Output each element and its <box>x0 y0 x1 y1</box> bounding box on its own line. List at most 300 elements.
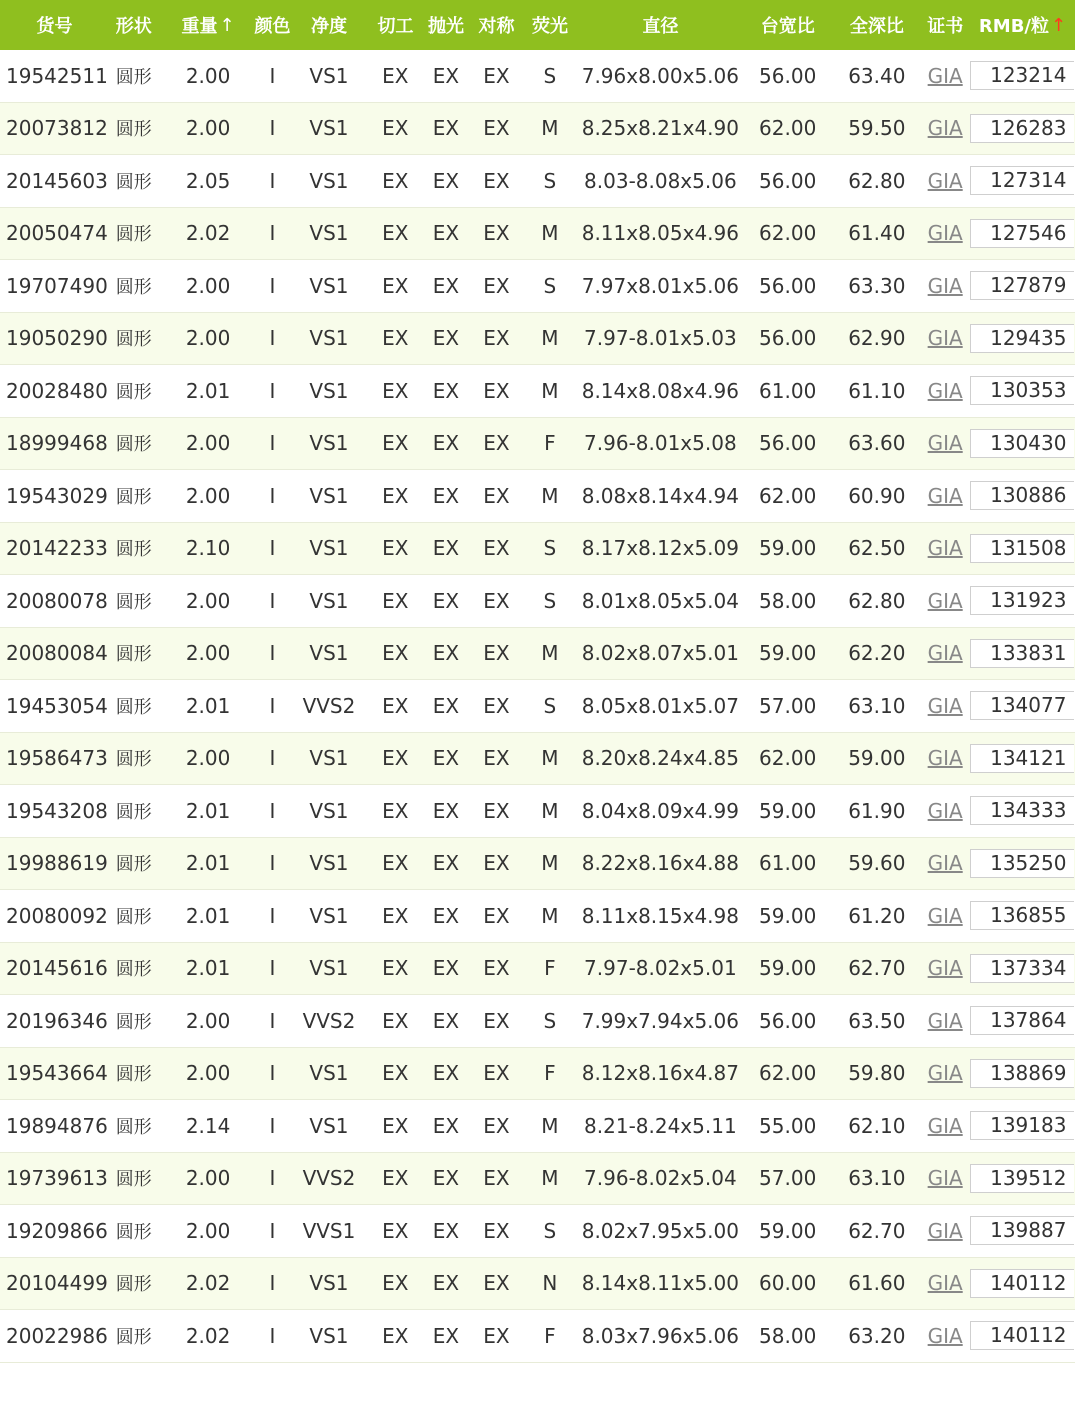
cell-symmetry-value: EX <box>483 273 510 298</box>
price-field[interactable]: 134333 <box>970 796 1074 825</box>
price-field[interactable]: 131923 <box>970 586 1074 615</box>
cell-shape-value: 圆形 <box>115 119 152 141</box>
cell-polish <box>420 103 472 155</box>
cell-fluorescence-value: M <box>541 1113 559 1138</box>
cell-dimensions-value: 8.21-8.24x5.11 <box>584 1113 737 1138</box>
cell-clarity-value: VS1 <box>309 588 349 613</box>
cell-symmetry-value: EX <box>483 588 510 613</box>
cell-color <box>258 628 288 680</box>
cell-dimensions <box>579 313 742 365</box>
cell-depth <box>833 155 920 207</box>
cell-color-value: I <box>269 536 276 561</box>
table-row <box>0 1153 1075 1206</box>
cell-table <box>742 680 833 732</box>
cell-symmetry-value: EX <box>483 798 510 823</box>
cell-shape <box>109 890 159 942</box>
cert-link[interactable]: GIA <box>927 746 963 771</box>
cell-polish <box>420 1258 472 1310</box>
cell-color <box>258 523 288 575</box>
cell-dimensions <box>579 1258 742 1310</box>
cell-dimensions <box>579 1153 742 1205</box>
cert-link[interactable]: GIA <box>927 431 963 456</box>
cell-id-value: 20080078 <box>6 588 108 613</box>
cell-weight <box>159 418 258 470</box>
cell-polish <box>420 313 472 365</box>
cell-table-value: 61.00 <box>759 378 817 403</box>
price-field[interactable]: 134077 <box>970 691 1074 720</box>
cell-dimensions-value: 8.14x8.08x4.96 <box>581 378 739 403</box>
table-row <box>0 470 1075 523</box>
table-row <box>0 1048 1075 1101</box>
cell-table-value: 56.00 <box>759 1008 817 1033</box>
cell-table-value: 58.00 <box>759 1323 817 1348</box>
cell-symmetry <box>472 733 522 785</box>
cell-weight <box>159 208 258 260</box>
cell-color <box>258 785 288 837</box>
cell-shape-value: 圆形 <box>115 66 152 88</box>
cell-id <box>0 1205 109 1257</box>
cell-depth-value: 63.50 <box>848 1008 906 1033</box>
cert-link[interactable]: GIA <box>927 221 963 246</box>
cell-cut <box>371 418 421 470</box>
cell-shape-value: 圆形 <box>115 171 152 193</box>
cell-id-value: 20080084 <box>6 641 108 666</box>
cert-link[interactable]: GIA <box>927 956 963 981</box>
cell-cut-value: EX <box>382 63 409 88</box>
cell-table-value: 56.00 <box>759 273 817 298</box>
cell-table <box>742 890 833 942</box>
cert-link[interactable]: GIA <box>927 326 963 351</box>
cell-symmetry <box>472 1100 522 1152</box>
cert-link[interactable]: GIA <box>927 1323 963 1348</box>
cell-symmetry-value: EX <box>483 378 510 403</box>
cell-fluorescence-value: M <box>541 221 559 246</box>
cell-polish-value: EX <box>432 956 460 981</box>
cell-cut-value: EX <box>382 641 409 666</box>
cell-clarity-value: VS1 <box>309 641 349 666</box>
cell-id-value: 19543208 <box>6 798 108 823</box>
cell-fluorescence-value: F <box>544 431 556 456</box>
cell-shape <box>109 575 159 627</box>
cell-color-value: I <box>269 483 276 508</box>
cell-cut <box>371 733 421 785</box>
table-row <box>0 1310 1075 1363</box>
price-field[interactable]: 135250 <box>970 849 1074 878</box>
table-row <box>0 943 1075 996</box>
cell-table-value: 62.00 <box>759 221 817 246</box>
cell-table <box>742 313 833 365</box>
cell-shape-value: 圆形 <box>115 591 152 613</box>
cert-link[interactable]: GIA <box>927 378 963 403</box>
cell-id-value: 19543664 <box>6 1061 108 1086</box>
cell-id <box>0 470 109 522</box>
cell-depth <box>833 943 920 995</box>
cell-fluorescence-value: M <box>541 483 559 508</box>
cell-fluorescence <box>521 470 578 522</box>
cell-depth <box>833 260 920 312</box>
cell-depth-value: 62.10 <box>848 1113 906 1138</box>
cell-clarity-value: VS1 <box>309 273 349 298</box>
cell-cut <box>371 943 421 995</box>
cell-depth <box>833 733 920 785</box>
cell-cut <box>371 313 421 365</box>
cell-symmetry <box>472 365 522 417</box>
cell-polish <box>420 260 472 312</box>
cell-polish-value: EX <box>432 483 460 508</box>
cert-link[interactable]: GIA <box>927 273 963 298</box>
cell-polish-value: EX <box>432 1218 460 1243</box>
header-dimensions[interactable] <box>579 0 742 50</box>
cell-table-value: 56.00 <box>759 63 817 88</box>
cell-table-value: 59.00 <box>759 1218 817 1243</box>
header-id-label: 货号 <box>36 16 73 37</box>
cell-polish-value: EX <box>432 116 460 141</box>
cell-weight <box>159 890 258 942</box>
header-price-label: RMB/粒 <box>978 16 1049 37</box>
cell-depth <box>833 103 920 155</box>
cell-polish-value: EX <box>432 1271 460 1296</box>
cert-link[interactable]: GIA <box>927 851 963 876</box>
price-field[interactable]: 137334 <box>970 954 1074 983</box>
cert-link[interactable]: GIA <box>927 693 963 718</box>
cell-dimensions <box>579 785 742 837</box>
cell-shape <box>109 260 159 312</box>
cell-symmetry <box>472 418 522 470</box>
price-field[interactable]: 131508 <box>970 534 1074 563</box>
price-field[interactable]: 139887 <box>970 1216 1074 1245</box>
cell-cert <box>920 733 970 785</box>
cell-weight <box>159 155 258 207</box>
cell-depth-value: 62.70 <box>848 956 906 981</box>
price-field[interactable]: 130886 <box>970 481 1074 510</box>
cert-link[interactable]: GIA <box>927 168 963 193</box>
cell-clarity-value: VS1 <box>309 378 349 403</box>
header-shape[interactable] <box>109 0 159 50</box>
price-field[interactable]: 127879 <box>970 271 1074 300</box>
cell-cut-value: EX <box>382 431 409 456</box>
cell-color-value: I <box>269 903 276 928</box>
cell-symmetry <box>472 890 522 942</box>
cell-clarity-value: VVS2 <box>302 693 356 718</box>
cell-cut <box>371 260 421 312</box>
cert-link[interactable]: GIA <box>927 798 963 823</box>
cell-fluorescence <box>521 890 578 942</box>
cell-color-value: I <box>269 851 276 876</box>
price-field[interactable]: 126283 <box>970 114 1074 143</box>
price-field[interactable]: 133831 <box>970 639 1074 668</box>
header-color-label: 颜色 <box>254 16 291 37</box>
cell-weight-value: 2.02 <box>185 1323 231 1348</box>
cell-fluorescence <box>521 365 578 417</box>
table-row <box>0 523 1075 576</box>
price-field[interactable]: 136855 <box>970 901 1074 930</box>
cell-price <box>970 1048 1075 1100</box>
cert-link[interactable]: GIA <box>927 1113 963 1138</box>
cell-price <box>970 1153 1075 1205</box>
header-clarity[interactable] <box>288 0 371 50</box>
cell-cut-value: EX <box>382 1218 409 1243</box>
cell-cut-value: EX <box>382 536 409 561</box>
cert-link[interactable]: GIA <box>927 483 963 508</box>
cell-depth-value: 62.80 <box>848 588 906 613</box>
cell-id-value: 19707490 <box>6 273 108 298</box>
cell-polish <box>420 890 472 942</box>
cell-weight-value: 2.00 <box>185 588 231 613</box>
cell-depth-value: 61.40 <box>848 221 906 246</box>
price-field[interactable]: 139183 <box>970 1111 1074 1140</box>
cell-id-value: 20022986 <box>6 1323 108 1348</box>
table-row <box>0 680 1075 733</box>
cell-symmetry <box>472 50 522 102</box>
cell-dimensions <box>579 680 742 732</box>
cell-table-value: 58.00 <box>759 588 817 613</box>
cell-price <box>970 943 1075 995</box>
header-symmetry[interactable] <box>472 0 522 50</box>
cell-dimensions <box>579 1048 742 1100</box>
header-color[interactable] <box>254 0 291 50</box>
cert-link[interactable]: GIA <box>927 1271 963 1296</box>
header-fluorescence[interactable] <box>521 0 578 50</box>
cell-fluorescence-value: S <box>543 536 557 561</box>
cell-dimensions-value: 8.03x7.96x5.06 <box>581 1323 739 1348</box>
cell-polish-value: EX <box>432 1008 460 1033</box>
cell-table-value: 57.00 <box>759 693 817 718</box>
cell-weight-value: 2.01 <box>185 693 231 718</box>
cell-cut <box>371 523 421 575</box>
cell-cert <box>920 943 970 995</box>
cell-weight-value: 2.00 <box>185 273 231 298</box>
cell-cert <box>920 155 970 207</box>
header-cut[interactable] <box>371 0 421 50</box>
cell-cut <box>371 680 421 732</box>
cell-cut-value: EX <box>382 798 409 823</box>
cell-polish <box>420 1205 472 1257</box>
price-field[interactable]: 130353 <box>970 376 1074 405</box>
cell-cut <box>371 1205 421 1257</box>
cell-table-value: 62.00 <box>759 746 817 771</box>
cert-link[interactable]: GIA <box>927 1218 963 1243</box>
cell-fluorescence <box>521 628 578 680</box>
cell-symmetry <box>472 575 522 627</box>
price-field[interactable]: 139512 <box>970 1164 1074 1193</box>
cell-cert <box>920 418 970 470</box>
cell-shape <box>109 523 159 575</box>
cell-symmetry <box>472 1258 522 1310</box>
cell-table <box>742 995 833 1047</box>
cell-cut <box>371 470 421 522</box>
cell-fluorescence-value: S <box>543 273 557 298</box>
cell-polish <box>420 418 472 470</box>
price-field[interactable]: 137864 <box>970 1006 1074 1035</box>
cell-id <box>0 155 109 207</box>
header-id[interactable] <box>0 0 109 50</box>
price-field[interactable]: 140112 <box>970 1321 1074 1350</box>
cell-table <box>742 1100 833 1152</box>
cell-clarity <box>287 155 370 207</box>
cell-table <box>742 1258 833 1310</box>
cell-fluorescence-value: F <box>544 1061 556 1086</box>
table-row <box>0 155 1075 208</box>
cell-polish-value: EX <box>432 536 460 561</box>
cell-weight-value: 2.00 <box>185 326 231 351</box>
cell-color <box>258 1205 288 1257</box>
cell-weight-value: 2.00 <box>185 641 231 666</box>
cert-link[interactable]: GIA <box>927 1061 963 1086</box>
cell-color <box>258 575 288 627</box>
cert-link[interactable]: GIA <box>927 588 963 613</box>
cell-polish-value: EX <box>432 1166 460 1191</box>
cell-cut <box>371 995 421 1047</box>
cell-depth-value: 59.00 <box>848 746 906 771</box>
cell-clarity-value: VS1 <box>309 1061 349 1086</box>
cell-id <box>0 1258 109 1310</box>
cell-polish <box>420 995 472 1047</box>
cell-dimensions-value: 8.20x8.24x4.85 <box>581 746 739 771</box>
cert-link[interactable]: GIA <box>927 536 963 561</box>
cell-dimensions-value: 8.11x8.15x4.98 <box>581 903 739 928</box>
cell-cut-value: EX <box>382 1271 409 1296</box>
cert-link[interactable]: GIA <box>927 1166 963 1191</box>
cell-shape <box>109 103 159 155</box>
cell-cert <box>920 785 970 837</box>
header-symmetry-label: 对称 <box>478 16 515 37</box>
cert-link[interactable]: GIA <box>927 903 963 928</box>
price-field[interactable]: 129435 <box>970 324 1074 353</box>
cell-id-value: 19209866 <box>6 1218 108 1243</box>
cell-polish-value: EX <box>432 431 460 456</box>
cell-shape-value: 圆形 <box>115 276 152 298</box>
cell-weight-value: 2.14 <box>185 1113 231 1138</box>
cert-link[interactable]: GIA <box>927 116 963 141</box>
cell-cut <box>371 155 421 207</box>
cell-color <box>258 260 288 312</box>
cell-fluorescence-value: S <box>543 1008 557 1033</box>
cell-polish <box>420 575 472 627</box>
cell-table-value: 59.00 <box>759 798 817 823</box>
price-field[interactable]: 123214 <box>970 61 1074 90</box>
cell-clarity <box>287 418 370 470</box>
cell-cut <box>371 785 421 837</box>
cell-depth <box>833 1205 920 1257</box>
cell-cut-value: EX <box>382 483 409 508</box>
cell-shape-value: 圆形 <box>115 1326 152 1348</box>
price-field[interactable]: 130430 <box>970 429 1074 458</box>
cell-weight <box>159 1048 258 1100</box>
cell-price <box>970 260 1075 312</box>
cell-dimensions-value: 8.22x8.16x4.88 <box>581 851 739 876</box>
cell-fluorescence-value: F <box>544 956 556 981</box>
cert-link[interactable]: GIA <box>927 63 963 88</box>
header-table[interactable] <box>742 0 833 50</box>
cell-weight <box>159 1153 258 1205</box>
cell-polish-value: EX <box>432 903 460 928</box>
cell-weight-value: 2.00 <box>185 483 231 508</box>
price-field[interactable]: 138869 <box>970 1059 1074 1088</box>
cell-symmetry-value: EX <box>483 746 510 771</box>
cell-color-value: I <box>269 956 276 981</box>
cell-price <box>970 50 1075 102</box>
cell-color <box>258 155 288 207</box>
price-field[interactable]: 134121 <box>970 744 1074 773</box>
header-price[interactable] <box>970 0 1075 50</box>
cell-id <box>0 260 109 312</box>
cell-cut-value: EX <box>382 851 409 876</box>
cell-cert <box>920 1153 970 1205</box>
cert-link[interactable]: GIA <box>927 1008 963 1033</box>
cell-id-value: 19894876 <box>6 1113 108 1138</box>
cell-symmetry-value: EX <box>483 536 510 561</box>
cell-price <box>970 680 1075 732</box>
cell-cut-value: EX <box>382 168 409 193</box>
cell-cut-value: EX <box>382 956 409 981</box>
cell-symmetry-value: EX <box>483 1008 510 1033</box>
cell-clarity <box>287 103 370 155</box>
cell-fluorescence-value: S <box>543 588 557 613</box>
cell-dimensions <box>579 50 742 102</box>
cell-dimensions <box>579 1100 742 1152</box>
cell-dimensions <box>579 838 742 890</box>
cell-depth-value: 63.40 <box>848 63 906 88</box>
price-field[interactable]: 127314 <box>970 166 1074 195</box>
cell-weight-value: 2.00 <box>185 1061 231 1086</box>
cell-dimensions <box>579 1205 742 1257</box>
cell-dimensions-value: 8.02x8.07x5.01 <box>581 641 739 666</box>
header-cert[interactable] <box>920 0 970 50</box>
cell-symmetry <box>472 628 522 680</box>
price-field[interactable]: 127546 <box>970 219 1074 248</box>
cell-shape <box>109 628 159 680</box>
cell-color <box>258 680 288 732</box>
cert-link[interactable]: GIA <box>927 641 963 666</box>
cell-color <box>258 995 288 1047</box>
cell-clarity <box>287 208 370 260</box>
cell-depth-value: 63.10 <box>848 693 906 718</box>
table-row <box>0 365 1075 418</box>
header-depth[interactable] <box>833 0 920 50</box>
cell-cert <box>920 575 970 627</box>
cell-color <box>258 470 288 522</box>
cell-shape <box>109 785 159 837</box>
cell-color-value: I <box>269 1271 276 1296</box>
cell-shape-value: 圆形 <box>115 1274 152 1296</box>
cell-price <box>970 1100 1075 1152</box>
cell-cert <box>920 1048 970 1100</box>
header-weight[interactable] <box>158 0 257 50</box>
price-field[interactable]: 140112 <box>970 1269 1074 1298</box>
cell-id-value: 19739613 <box>6 1166 108 1191</box>
cell-shape <box>109 418 159 470</box>
cell-table <box>742 838 833 890</box>
cell-table <box>742 628 833 680</box>
table-row <box>0 785 1075 838</box>
cell-polish <box>420 1310 472 1362</box>
cell-fluorescence <box>521 208 578 260</box>
cell-price <box>970 313 1075 365</box>
cell-polish <box>420 628 472 680</box>
cell-price <box>970 575 1075 627</box>
cell-id <box>0 365 109 417</box>
header-polish[interactable] <box>420 0 472 50</box>
cell-depth <box>833 1100 920 1152</box>
table-row <box>0 103 1075 156</box>
cell-price <box>970 890 1075 942</box>
cell-table-value: 59.00 <box>759 956 817 981</box>
cell-weight <box>159 103 258 155</box>
cell-polish-value: EX <box>432 63 460 88</box>
cell-weight-value: 2.01 <box>185 378 231 403</box>
cell-id <box>0 628 109 680</box>
cell-shape-value: 圆形 <box>115 854 152 876</box>
